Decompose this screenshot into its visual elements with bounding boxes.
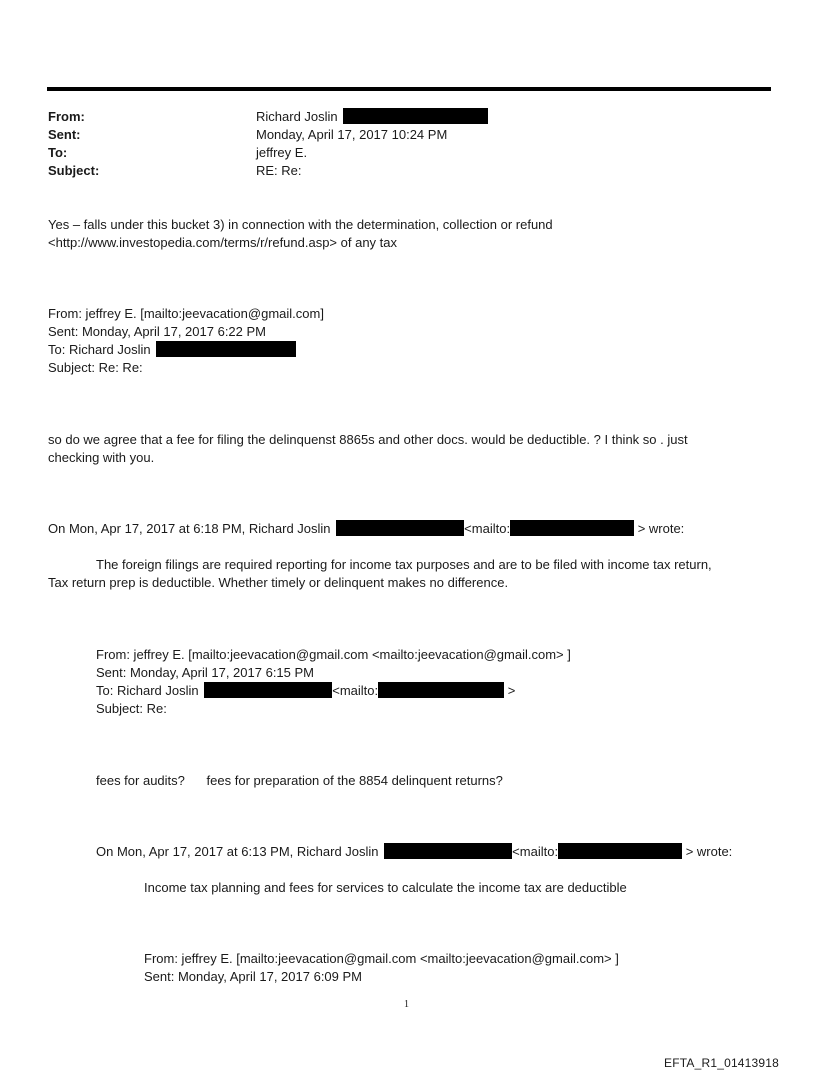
from-name: Richard Joslin xyxy=(256,109,338,124)
quote1-sent: Sent: Monday, April 17, 2017 6:22 PM xyxy=(48,324,267,339)
msg3-line-1: The foreign filings are required reporting for income tax purposes and are to be filed with income tax return, xyxy=(96,557,712,572)
on1-suffix: > wrote: xyxy=(637,521,685,536)
quote2-sent: Sent: Monday, April 17, 2017 6:15 PM xyxy=(96,665,315,680)
quote2-to xyxy=(96,682,515,699)
to-value: jeffrey E. xyxy=(256,145,308,160)
from-value xyxy=(256,108,488,125)
subject-value: RE: Re: xyxy=(256,163,302,178)
on2-prefix: On Mon, Apr 17, 2017 at 6:13 PM, Richard Joslin xyxy=(96,844,379,859)
quote2-to-end: > xyxy=(507,683,516,698)
quote1-from: From: jeffrey E. [mailto:jeevacation@gmail.com] xyxy=(48,306,324,321)
redaction-block xyxy=(343,108,488,124)
msg5-text: Income tax planning and fees for services to calculate the income tax are deductible xyxy=(144,880,627,895)
quote3-sent: Sent: Monday, April 17, 2017 6:09 PM xyxy=(144,969,363,984)
on2-suffix: > wrote: xyxy=(685,844,733,859)
redaction-block xyxy=(378,682,504,698)
document-id: EFTA_R1_01413918 xyxy=(664,1056,780,1070)
redaction-block xyxy=(510,520,634,536)
msg3-line-2: Tax return prep is deductible. Whether timely or delinquent makes no difference. xyxy=(48,575,509,590)
quote2-from: From: jeffrey E. [mailto:jeevacation@gmail.com <mailto:jeevacation@gmail.com> ] xyxy=(96,647,571,662)
sent-value: Monday, April 17, 2017 10:24 PM xyxy=(256,127,448,142)
redaction-block xyxy=(156,341,296,357)
redaction-block xyxy=(558,843,682,859)
reply-line-1: Yes – falls under this bucket 3) in connection with the determination, collection or refund xyxy=(48,217,553,232)
quote2-to-text: To: Richard Joslin xyxy=(96,683,199,698)
reply-line-2: <http://www.investopedia.com/terms/r/refund.asp> of any tax xyxy=(48,235,398,250)
redaction-block xyxy=(204,682,332,698)
on-wrote-1 xyxy=(48,520,684,537)
on2-mailto: <mailto: xyxy=(512,844,559,859)
page-number: 1 xyxy=(404,999,409,1010)
quote1-to xyxy=(48,341,296,358)
to-label: To: xyxy=(48,145,68,160)
quote1-to-text: To: Richard Joslin xyxy=(48,342,151,357)
sent-label: Sent: xyxy=(48,127,81,142)
quote3-from: From: jeffrey E. [mailto:jeevacation@gmail.com <mailto:jeevacation@gmail.com> ] xyxy=(144,951,619,966)
quote2-subject: Subject: Re: xyxy=(96,701,167,716)
subject-label: Subject: xyxy=(48,163,100,178)
header-rule xyxy=(47,87,771,91)
from-label: From: xyxy=(48,109,85,124)
msg4-text: fees for audits? fees for preparation of the 8854 delinquent returns? xyxy=(96,773,503,788)
on1-mailto: <mailto: xyxy=(464,521,511,536)
redaction-block xyxy=(384,843,512,859)
msg2-line-1: so do we agree that a fee for filing the delinquenst 8865s and other docs. would be deductible. ? I think so . just xyxy=(48,432,688,447)
msg2-line-2: checking with you. xyxy=(48,450,155,465)
redaction-block xyxy=(336,520,464,536)
on1-prefix: On Mon, Apr 17, 2017 at 6:18 PM, Richard Joslin xyxy=(48,521,331,536)
on-wrote-2 xyxy=(96,843,732,860)
quote1-subject: Subject: Re: Re: xyxy=(48,360,143,375)
quote2-mailto: <mailto: xyxy=(332,683,379,698)
